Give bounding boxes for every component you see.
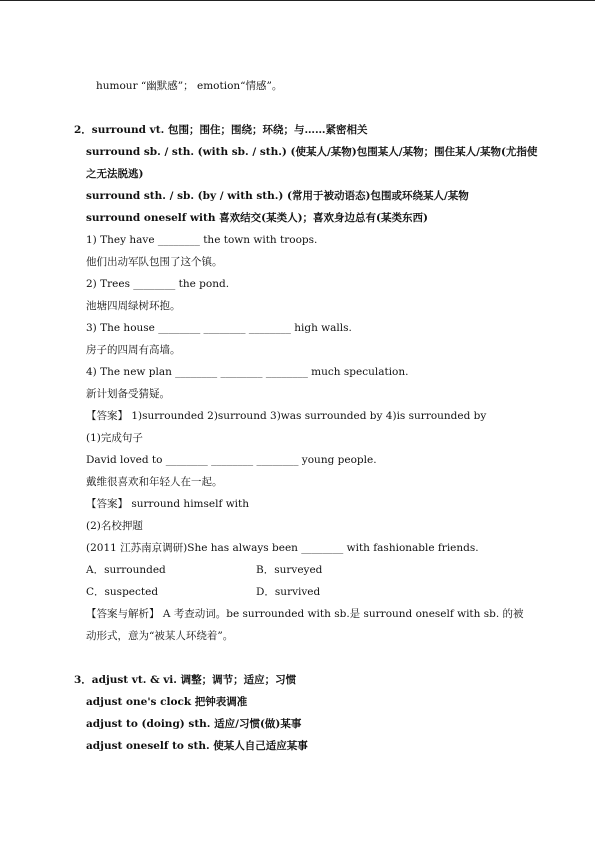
exercise-translation: 新计划备受猜疑。 <box>86 388 170 400</box>
answer-line: 【答案】 1)surrounded 2)surround 3)was surrounded by 4)is surrounded by <box>86 410 487 422</box>
exercise-translation: 池塘四周绿树环抱。 <box>86 300 181 312</box>
exercise-translation: 他们出动军队包围了这个镇。 <box>86 256 223 268</box>
option-a: A．surrounded <box>86 564 166 576</box>
answer-line: 【答案】 surround himself with <box>86 498 250 510</box>
exam-question: (2011 江苏南京调研)She has always been ________ with fashionable friends. <box>86 542 479 554</box>
usage-line: surround sb. / sth. (with sb. / sth.) (使某人/某物)包围某人/某物；围住某人/某物(尤指使 <box>86 146 538 158</box>
answer-analysis: 动形式，意为“被某人环绕着”。 <box>86 630 234 642</box>
subsection-label: (1)完成句子 <box>86 432 143 444</box>
section-heading-adjust: 3．adjust vt. & vi. 调整；调节；适应；习惯 <box>74 674 297 686</box>
usage-line: adjust oneself to sth. 使某人自己适应某事 <box>86 740 308 752</box>
option-b: B．surveyed <box>256 564 323 576</box>
option-d: D．survived <box>256 586 321 598</box>
exercise-sentence: 1) They have ________ the town with troops. <box>86 234 318 246</box>
option-c: C．suspected <box>86 586 159 598</box>
exercise-translation: 戴维很喜欢和年轻人在一起。 <box>86 476 223 488</box>
exercise-translation: 房子的四周有高墙。 <box>86 344 181 356</box>
answer-analysis: 【答案与解析】 A 考查动词。be surrounded with sb.是 surround oneself with sb. 的被 <box>86 608 524 620</box>
exercise-sentence: 4) The new plan ________ ________ ________ much speculation. <box>86 366 409 378</box>
exercise-sentence: David loved to ________ ________ ________ young people. <box>86 454 377 466</box>
usage-line: surround sth. / sb. (by / with sth.) (常用于被动语态)包围或环绕某人/某物 <box>86 190 469 202</box>
usage-line: 之无法脱逃) <box>86 168 144 180</box>
usage-line: surround oneself with 喜欢结交(某类人)；喜欢身边总有(某类东西) <box>86 212 428 224</box>
exercise-sentence: 2) Trees ________ the pond. <box>86 278 230 290</box>
top-rule <box>0 0 595 1</box>
text-line: humour “幽默感”； emotion“情感”。 <box>96 80 283 92</box>
usage-line: adjust one's clock 把钟表调准 <box>86 696 248 708</box>
subsection-label: (2)名校押题 <box>86 520 143 532</box>
usage-line: adjust to (doing) sth. 适应/习惯(做)某事 <box>86 718 302 730</box>
exercise-sentence: 3) The house ________ ________ ________ high walls. <box>86 322 352 334</box>
section-heading-surround: 2．surround vt. 包围；围住；围绕；环绕；与……紧密相关 <box>74 124 368 136</box>
